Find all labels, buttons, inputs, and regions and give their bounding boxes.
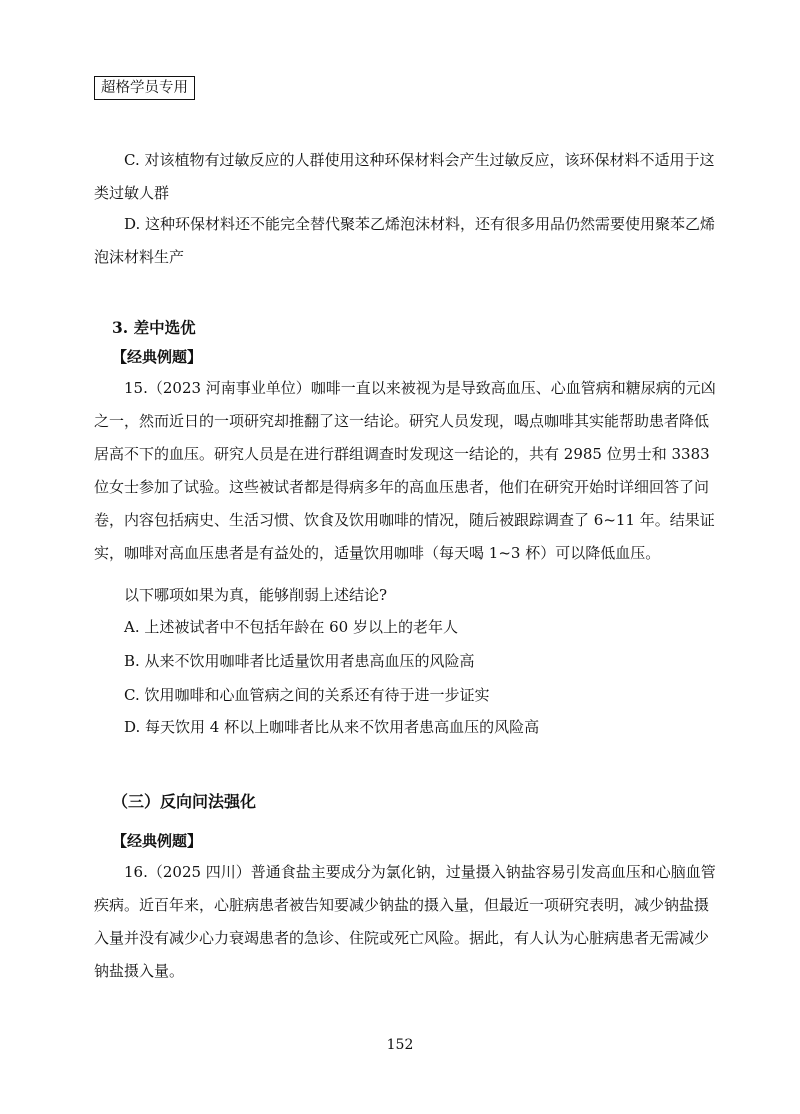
question-15-text: 15.（2023 河南事业单位）咖啡一直以来被视为是导致高血压、心血管病和糖尿病的元凶之一，然而近日的一项研究却推翻了这一结论。研究人员发现，喝点咖啡其实能帮助患者降低居高不下的血压。研究人员是在进行群组调查时发现这一结论的，共有 2985 位男士和 3383 位女士参加了试验。这些被试者都是得病多年的高血压患者，他们在研究开始时详细回答了问卷，内容包括病史、生活习惯、饮食及饮用咖啡的情况，随后被跟踪调查了 6~11 年。结果证实，咖啡对高血压患者是有益处的，适量饮用咖啡（每天喝 1~3 杯）可以降低血压。 — [94, 379, 716, 562]
example-label: 【经典例题】 — [112, 348, 203, 366]
question-15-option-b: B. 从来不饮用咖啡者比适量饮用者患高血压的风险高 — [124, 652, 475, 670]
question-15-option-a: A. 上述被试者中不包括年龄在 60 岁以上的老年人 — [124, 618, 458, 636]
section-heading-three: （三）反向问法强化 — [112, 792, 257, 811]
question-15-option-c: C. 饮用咖啡和心血管病之间的关系还有待于进一步证实 — [124, 686, 490, 704]
prev-option-d: D. 这种环保材料还不能完全替代聚苯乙烯泡沫材料，还有很多用品仍然需要使用聚苯乙烯泡沫材料生产 — [94, 215, 716, 266]
page-number: 152 — [386, 1037, 414, 1053]
student-only-badge: 超格学员专用 — [94, 76, 195, 100]
question-16-text: 16.（2025 四川）普通食盐主要成分为氯化钠，过量摄入钠盐容易引发高血压和心脑血管疾病。近百年来，心脏病患者被告知要减少钠盐的摄入量，但最近一项研究表明，减少钠盐摄入量并没有减少心力衰竭患者的急诊、住院或死亡风险。据此，有人认为心脏病患者无需减少钠盐摄入量。 — [94, 863, 716, 980]
question-15-prompt: 以下哪项如果为真，能够削弱上述结论? — [124, 586, 388, 604]
section-heading-3: 3. 差中选优 — [112, 318, 196, 337]
prev-option-c: C. 对该植物有过敏反应的人群使用这种环保材料会产生过敏反应，该环保材料不适用于这类过敏人群 — [94, 151, 715, 202]
question-15-option-d: D. 每天饮用 4 杯以上咖啡者比从来不饮用者患高血压的风险高 — [124, 718, 540, 736]
example-label-2: 【经典例题】 — [112, 832, 203, 850]
